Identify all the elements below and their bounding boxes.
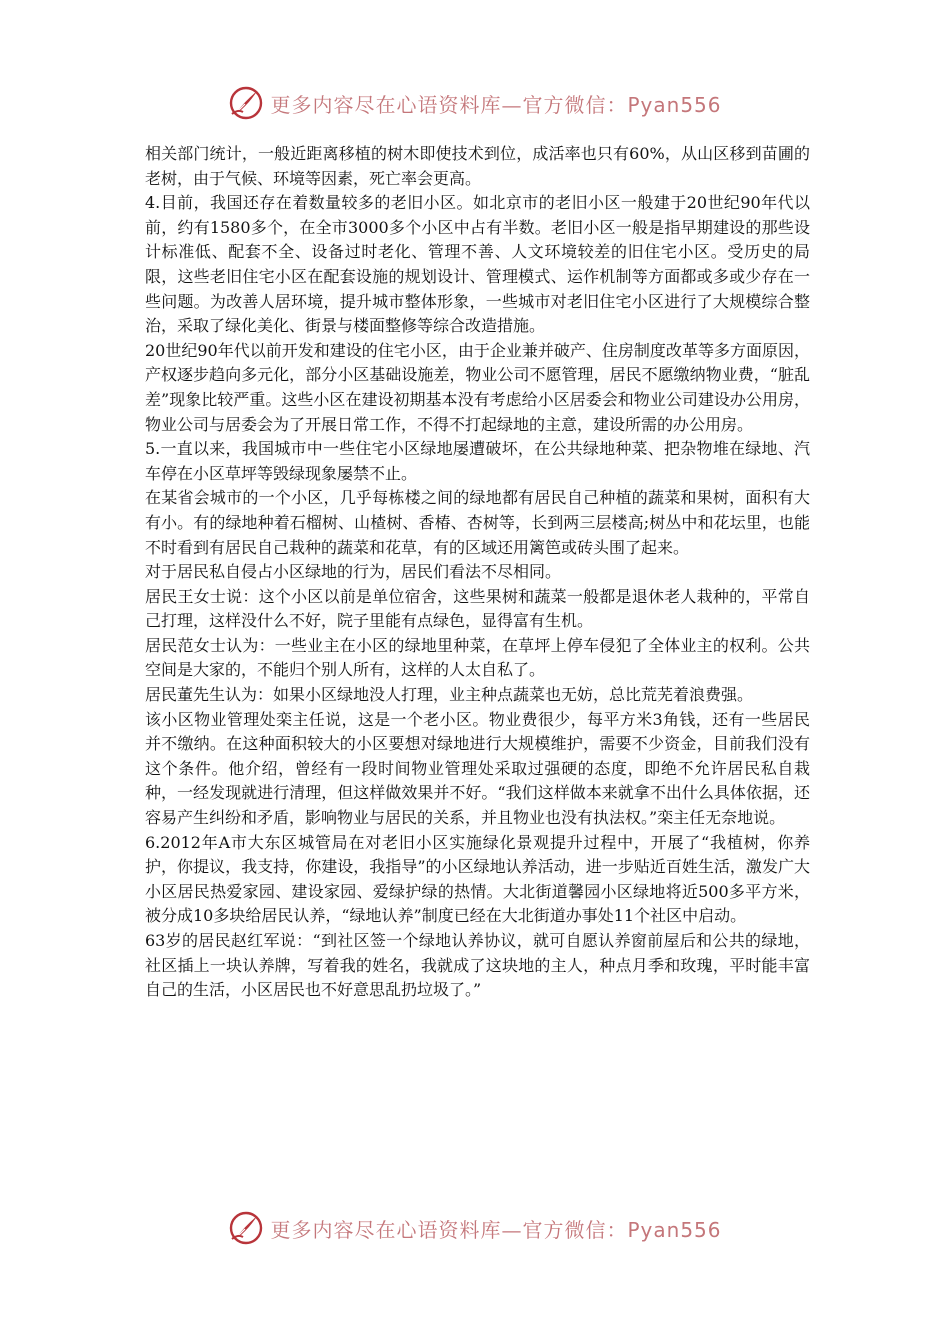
paragraph: 6.2012年A市大东区城管局在对老旧小区实施绿化景观提升过程中，开展了“我植树，你养护，你提议，我支持，你建设，我指导”的小区绿地认养活动，进一步贴近百姓生活，激发广大小区居民热爱家园、建设家园、爱绿护绿的热情。大北街道馨园小区绿地将近500多平方米，被分成10多块给居民认养，“绿地认养”制度已经在大北街道办事处11个社区中启动。 [145, 832, 810, 926]
paragraph: 在某省会城市的一个小区，几乎每栋楼之间的绿地都有居民自己种植的蔬菜和果树，面积有大有小。有的绿地种着石榴树、山楂树、香椿、杏树等，长到两三层楼高;树丛中和花坛里，也能不时看到有居民自己栽种的蔬菜和花草，有的区域还用篱笆或砖头围了起来。 [145, 488, 810, 557]
footer-banner-text: 更多内容尽在心语资料库—官方微信：Pyan556 [270, 1217, 722, 1242]
paragraph: 5.一直以来，我国城市中一些住宅小区绿地屡遭破坏，在公共绿地种菜、把杂物堆在绿地、汽车停在小区草坪等毁绿现象屡禁不止。 [145, 439, 810, 483]
paragraph: 相关部门统计，一般近距离移植的树木即使技术到位，成活率也只有60%，从山区移到苗圃的老树，由于气候、环境等因素，死亡率会更高。 [145, 144, 810, 188]
header-banner-text: 更多内容尽在心语资料库—官方微信：Pyan556 [270, 92, 722, 117]
quill-logo-icon [228, 85, 264, 121]
paragraph: 该小区物业管理处栾主任说，这是一个老小区。物业费很少，每平方米3角钱，还有一些居民并不缴纳。在这种面积较大的小区要想对绿地进行大规模维护，需要不少资金，目前我们没有这个条件。他介绍，曾经有一段时间物业管理处采取过强硬的态度，即绝不允许居民私自栽种，一经发现就进行清理，但这样做效果并不好。“我们这样做本来就拿不出什么具体依据，还容易产生纠纷和矛盾，影响物业与居民的关系，并且物业也没有执法权。”栾主任无奈地说。 [145, 709, 810, 828]
footer-banner [0, 1208, 950, 1248]
paragraph: 居民王女士说：这个小区以前是单位宿舍，这些果树和蔬菜一般都是退休老人栽种的，平常自己打理，这样没什么不好，院子里能有点绿色，显得富有生机。 [145, 586, 810, 631]
quill-logo-icon [228, 1210, 264, 1246]
paragraph: 居民董先生认为：如果小区绿地没人打理，业主种点蔬菜也无妨，总比荒芜着浪费强。 [145, 685, 754, 705]
paragraph: 20世纪90年代以前开发和建设的住宅小区，由于企业兼并破产、住房制度改革等多方面原因，产权逐步趋向多元化，部分小区基础设施差，物业公司不愿管理，居民不愿缴纳物业费，“脏乱差”现象比较严重。这些小区在建设初期基本没有考虑给小区居委会和物业公司建设办公用房，物业公司与居委会为了开展日常工作，不得不打起绿地的主意，建设所需的办公用房。 [145, 340, 810, 434]
paragraph: 对于居民私自侵占小区绿地的行为，居民们看法不尽相同。 [145, 562, 562, 582]
paragraph: 居民范女士认为：一些业主在小区的绿地里种菜，在草坪上停车侵犯了全体业主的权利。公共空间是大家的，不能归个别人所有，这样的人太自私了。 [145, 635, 810, 680]
article-body [145, 142, 810, 1003]
paragraph: 4.目前，我国还存在着数量较多的老旧小区。如北京市的老旧小区一般建于20世纪90年代以前，约有1580多个，在全市3000多个小区中占有半数。老旧小区一般是指早期建设的那些设计标准低、配套不全、设备过时老化、管理不善、人文环境较差的旧住宅小区。受历史的局限，这些老旧住宅小区在配套设施的规划设计、管理模式、运作机制等方面都或多或少存在一些问题。为改善人居环境，提升城市整体形象，一些城市对老旧住宅小区进行了大规模综合整治，采取了绿化美化、街景与楼面整修等综合改造措施。 [145, 193, 810, 336]
header-banner [0, 83, 950, 123]
paragraph: 63岁的居民赵红军说：“到社区签一个绿地认养协议，就可自愿认养窗前屋后和公共的绿地，社区插上一块认养牌，写着我的姓名，我就成了这块地的主人，种点月季和玫瑰，平时能丰富自己的生活，小区居民也不好意思乱扔垃圾了。” [145, 931, 810, 1000]
